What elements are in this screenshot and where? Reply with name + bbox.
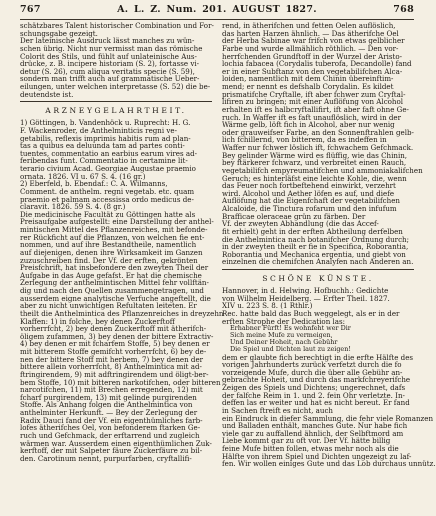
text-line: eilungen, unter welchen interpretasse (S. 52) die be-	[20, 82, 211, 91]
text-line: vorherrfcht, 2) bey denen Zuckerftoff mit ätherifch-	[20, 324, 207, 334]
text-line: vorigen Jahrhunderts zurück verfetzt durch die fo	[222, 360, 402, 370]
text-line: ruch. In Waffer ift es faft unauflöslich, wird in der	[222, 112, 402, 122]
text-line: theilt die Anthelmintica des Pflanzenreiches in dreyzehn	[20, 308, 224, 318]
text-line: deffen las er weiter und hat es nicht bereut. Er fand	[222, 398, 410, 408]
text-line: Bey gelinder Wärme wird es flüffig, wie das Chinin,	[222, 150, 408, 160]
text-line: Rec. hatte bald das Buch weggelegt, als er in der	[222, 308, 400, 318]
text-line: erhalten ift es halbcryftallifirt, ift aber faft ohne Ge-	[222, 104, 409, 114]
text-line: ein Eindruck in diefer Sammlung, die fehr viele Romanzen	[222, 413, 434, 423]
text-line: tas a quibus ea deluunda tam ad partes conti-	[20, 141, 185, 151]
text-line: Geruch; es hinterläfst eine leichte Kohle, die, wenn	[222, 173, 407, 183]
review-intro	[222, 310, 414, 325]
text-line: Waffer nur fchwer löslich ift, fchwachem Gefchmack.	[222, 143, 414, 152]
text-line: das Feuer noch fortbeftehend einwirkt, verzehrt	[222, 181, 396, 191]
text-line: oder grauweifser Farbe, an den Sonnenftrahlen gelb-	[222, 127, 414, 137]
text-line: das harten Harzen ähnlich. — Das ätherifche Oel	[222, 28, 399, 38]
text-line: wird. Alcohol und Aether löfen es auf, und diefe	[222, 188, 395, 198]
text-line: Stoffe. Als Anhang folgen die Anthelmintica von	[20, 400, 193, 410]
text-line: feribendas funt. Commentatio in certamine lit-	[20, 156, 188, 166]
text-line: den. Carotinum nennt, purpurfarben, cryftallifi-	[20, 453, 192, 463]
text-line: Sich meine Mufe zu vermeigen,	[230, 331, 333, 340]
text-line: Preisfchrift, hat insbefondere den zweyten Theil der	[20, 263, 209, 273]
review-entry-1	[20, 119, 212, 180]
text-line: und Balladen enthält, manches Gute. Nur habe fich	[222, 421, 408, 431]
text-line: bem Stoffe, 10) mit bitteren narkotifchen, oder bitteren	[20, 377, 221, 387]
text-line: viele gar zu auffallend ähnlich, der Selbftmord am	[222, 428, 404, 438]
text-line: Aufgabe in das Auge gefafst. Er hat die chemische	[20, 270, 202, 280]
text-line: praemio et palmam accessissa ordo medicus de-	[20, 194, 194, 204]
text-line: der falfche Reim in 1. und 2. fein Ohr verletzte. In-	[222, 390, 405, 400]
text-line: öligem zufammen, 3) bey denen der bittere Extractiv-	[20, 331, 214, 341]
text-line: Hannover, in d. Helwing. Hofbuchh.: Gedichte	[222, 286, 389, 295]
text-line: ornata. 1826. VI u. 67 S. 4. (16 gr.)	[20, 171, 146, 181]
text-line: detur (S. 26), cum aliqua veritatis specie (S. 59),	[20, 66, 195, 76]
text-line: von Wilhelm Heidelberg. — Erfter Theil. 1827.	[222, 293, 390, 303]
text-line: Und Deiner Hoheit, nach Gebühr	[230, 338, 338, 347]
text-line: lich fchillernd, von bitterem, da es indeffen in	[222, 135, 387, 145]
text-line: vegetabilifch empyreumatifchen und ammoniakalifchen	[222, 165, 423, 175]
text-line: der Herba Sabinae war frifch von etwas gelblicher	[222, 36, 405, 46]
text-line: 2) Eberfeld, b. Ebendaf.: C. A. Wilmanns,	[20, 179, 168, 189]
text-line: Der lateinische Ausdruck lässt manches zu wün-	[20, 36, 195, 46]
text-line: gebrachte Hoheit, und durch das markfchreyerifche	[222, 375, 411, 385]
text-line: lifiren zu bringen; mit einer Auflöfung von Alcohol	[222, 97, 404, 107]
text-line: loiden, namentlich mit dem Chinin übereinftim-	[222, 74, 394, 84]
text-line: mit bitterem Stoffe gemifcht vorherrfcht, 6) bey de-	[20, 347, 207, 356]
text-line: lochia fabacea (Corydalis tuberofa, Decandolle) fand	[222, 59, 412, 69]
text-line: Preisaufgabe aufgestellt: eine Darstellung der anthel-	[20, 217, 214, 227]
review-body	[20, 209, 224, 463]
text-line: sondern man trifft auch auf grammatische Ueber-	[20, 74, 200, 84]
text-line: Zerlegung der anthelmintischen Mittel fehr vollftän-	[20, 278, 209, 288]
page-number-right: 768	[393, 4, 414, 15]
text-columns	[20, 21, 436, 516]
left-column	[20, 21, 224, 516]
review-closing	[222, 352, 436, 469]
text-line: in der zweyten theilt er fie in Specifica, Roborantia,	[222, 242, 409, 252]
section-rule	[20, 101, 212, 102]
text-line: 4) bey denen er mit fcharfem Stoffe, 5) bey denen er	[20, 339, 210, 349]
review-continuation	[222, 21, 423, 267]
text-line: dem er glaubte fich berechtigt in die erfte Hälfte des	[222, 352, 414, 362]
text-line: fit erhielt) geht in der erften Abtheilung derfelben	[222, 226, 403, 236]
text-line: 1) Göttingen, b. Vandenhöck u. Ruprecht: H. G.	[20, 118, 191, 128]
text-line: rend, in ätherifchen und fetten Oelen auflöslich,	[222, 21, 396, 30]
text-line: Comment. de anthelm. regni vegetab. etc. quam	[20, 186, 195, 196]
text-line: feine Mufe bitten follen, etwas mehr noch als die	[222, 444, 399, 453]
text-line: getabilis, reflexis imprimis habitis rum ad plan-	[20, 133, 191, 143]
text-line: bittere allein vorherrfcht, 8) Anthelmintica mit ad-	[20, 362, 202, 372]
text-line: terario civium Acad. Georgiae Augustae praemio	[20, 164, 196, 173]
text-line: ausserdem eigne analytische Verfuche angeftellt, die	[20, 293, 211, 303]
text-line: wärmen war. Ausserdem einen eigenthümlichen Zuk-	[20, 438, 212, 448]
intro-paragraph	[20, 22, 212, 98]
text-line: Colorit des Stils, und fühlt auf unlateinische Aus-	[20, 51, 197, 61]
text-line: Radix Dauci fand der Vf. ein eigenthümliches farb-	[20, 415, 203, 425]
text-line: drücke, z. B. incipere historiam (S. 2), fortasse vi-	[20, 59, 200, 69]
text-line: anthelminter Herkunft. — Bey der Zerlegung der	[20, 408, 198, 417]
review-entry-2	[20, 180, 212, 211]
section-heading-medicine: ARZNEYGELAHRTHEIT.	[45, 106, 187, 116]
text-line: Klaffen: 1) in folche, bey denen Zuckerftoff	[20, 316, 175, 326]
text-line: einzelnen die chemifchen Analyfen nach Anderen an.	[222, 257, 414, 267]
journal-title: A. L. Z. Num. 201. AUGUST 1827.	[117, 4, 317, 15]
text-line: Roborantia und Mechanica ergentia, und giebt von	[222, 249, 406, 259]
text-line: Liebe kommt gar zu oft vor. Der Vf. hätte billig	[222, 436, 391, 446]
text-line: Hälfte von ihrem Spiel und Dichten ungezeigt zu laf-	[222, 451, 412, 461]
text-line: deutendste ist.	[20, 89, 74, 99]
section-heading-fine-arts: SCHÖNE KÜNSTE.	[262, 274, 374, 283]
text-line: fcharf purgirendem, 13) mit gelinde purgirenden	[20, 392, 197, 402]
page-header	[20, 4, 414, 20]
text-line: Die Spiel und Dichten laut zu zeigen!	[230, 345, 351, 354]
text-line: schungsgabe gezeigt.	[20, 28, 98, 38]
text-line: F. Wackenroder, de Anthelminticis regni ve-	[20, 125, 178, 135]
text-line: in Sachen ftreift es nicht, auch	[222, 405, 333, 415]
text-line: tuentes, commentatio an earbius earum vires ad-	[20, 148, 198, 158]
text-line: fen. Wir wollen einiges Gute und das Lob durchaus unnütz.	[222, 459, 436, 469]
text-line: mintischen Mittel des Pflanzenreiches, mit befonde-	[20, 225, 208, 234]
text-line: erften Strophe der Dedication las:	[222, 316, 346, 326]
text-line: prismatifche Cryftalle, ift aber fchwer zum Cryftal-	[222, 89, 406, 99]
text-line: Vf. der zweyten Abhandlung (die das Accef-	[222, 219, 379, 229]
text-line: rer Rückficht auf die Pflanzen, von welchen fie ent-	[20, 232, 205, 242]
text-line: Alcaloide, die Tinctura rofarum und den infufum	[222, 204, 397, 213]
text-line: dig und nach den Quellen zusammengetragen, und	[20, 286, 204, 295]
text-line: Brafficae oleraceae grün zu färben. Der	[222, 211, 366, 221]
text-line: herrfchenden Grundftoff in der Wurzel der Aristo-	[222, 51, 403, 61]
text-line: vorzeigende Mufe, durch die über alle Gebühr an-	[222, 367, 403, 377]
text-line: kerftoff, der mit Salpeter fäure Zuckerfäure zu bil-	[20, 446, 203, 456]
text-line: bey ftärkerer fchwarz, und verbreitet einen Rauch,	[222, 158, 407, 168]
text-line: ftringirendem, 9) mit adftringirendem und öligt-ber-	[20, 369, 209, 379]
text-line: Auflöfung hat die Eigenfchaft der vegetabilifchen	[222, 196, 400, 206]
text-line: schätzbares Talent historischer Combination und For-	[20, 21, 214, 30]
text-line: auf diejenigen, denen ihre Wirksamkeit im Ganzen	[20, 247, 203, 257]
text-line: die Anthelmintica nach botanifcher Ordnung durch;	[222, 234, 409, 244]
text-line: Farbe und wurde allmählich röthlich. — Den vor-	[222, 43, 399, 53]
text-line: schen übrig. Nicht nur vermisst man das römische	[20, 43, 203, 53]
text-line: narcotifchen, 11) mit Brechen erregenden, 12) mit	[20, 385, 203, 395]
right-column	[222, 21, 436, 516]
text-line: Zeigen des Spiels und Dichtens; ungerechnet, dafs	[222, 383, 406, 392]
review-entry-poems	[222, 287, 414, 310]
text-line: nommen, und auf ihre Bestandtheile, namentlich	[20, 240, 197, 250]
dedication-quote	[222, 325, 414, 353]
text-line: ruch und Gefchmack, der erftarrend und zugleich	[20, 430, 200, 440]
text-line: zuzuschreiben find. Der Vf. der erften, gekrönten	[20, 255, 198, 265]
text-line: er in einer Subftanz von den vegetabilifchen Alca-	[222, 66, 403, 76]
text-line: lofes ätherifches Oel, von befonderem ftarken Ge-	[20, 423, 201, 433]
section-rule	[222, 269, 414, 270]
text-line: XIV u. 223 S. 8. (1 Rthlr.)	[222, 301, 313, 311]
text-line: Die medicinische Facultät zu Göttingen hatte als	[20, 209, 196, 219]
page-number-left: 767	[20, 4, 41, 15]
text-line: aber zu nicht unwichtigen Refultaten leiteten. Er	[20, 301, 197, 311]
text-line: nen der bittere Stoff mit herbem, 7) bey denen der	[20, 354, 204, 364]
text-line: mend; er nennt es defshalb Corydalin. Es kildet	[222, 82, 394, 91]
text-line: claravit. 1826. 59 S. 4. (8 gr.)	[20, 202, 126, 212]
text-line: Wärme gelb, löft fich in Alcohol, aber nur wenig	[222, 120, 395, 130]
text-line: Erhabner Fürft! Es wohnfeht wer Dir	[230, 324, 351, 333]
